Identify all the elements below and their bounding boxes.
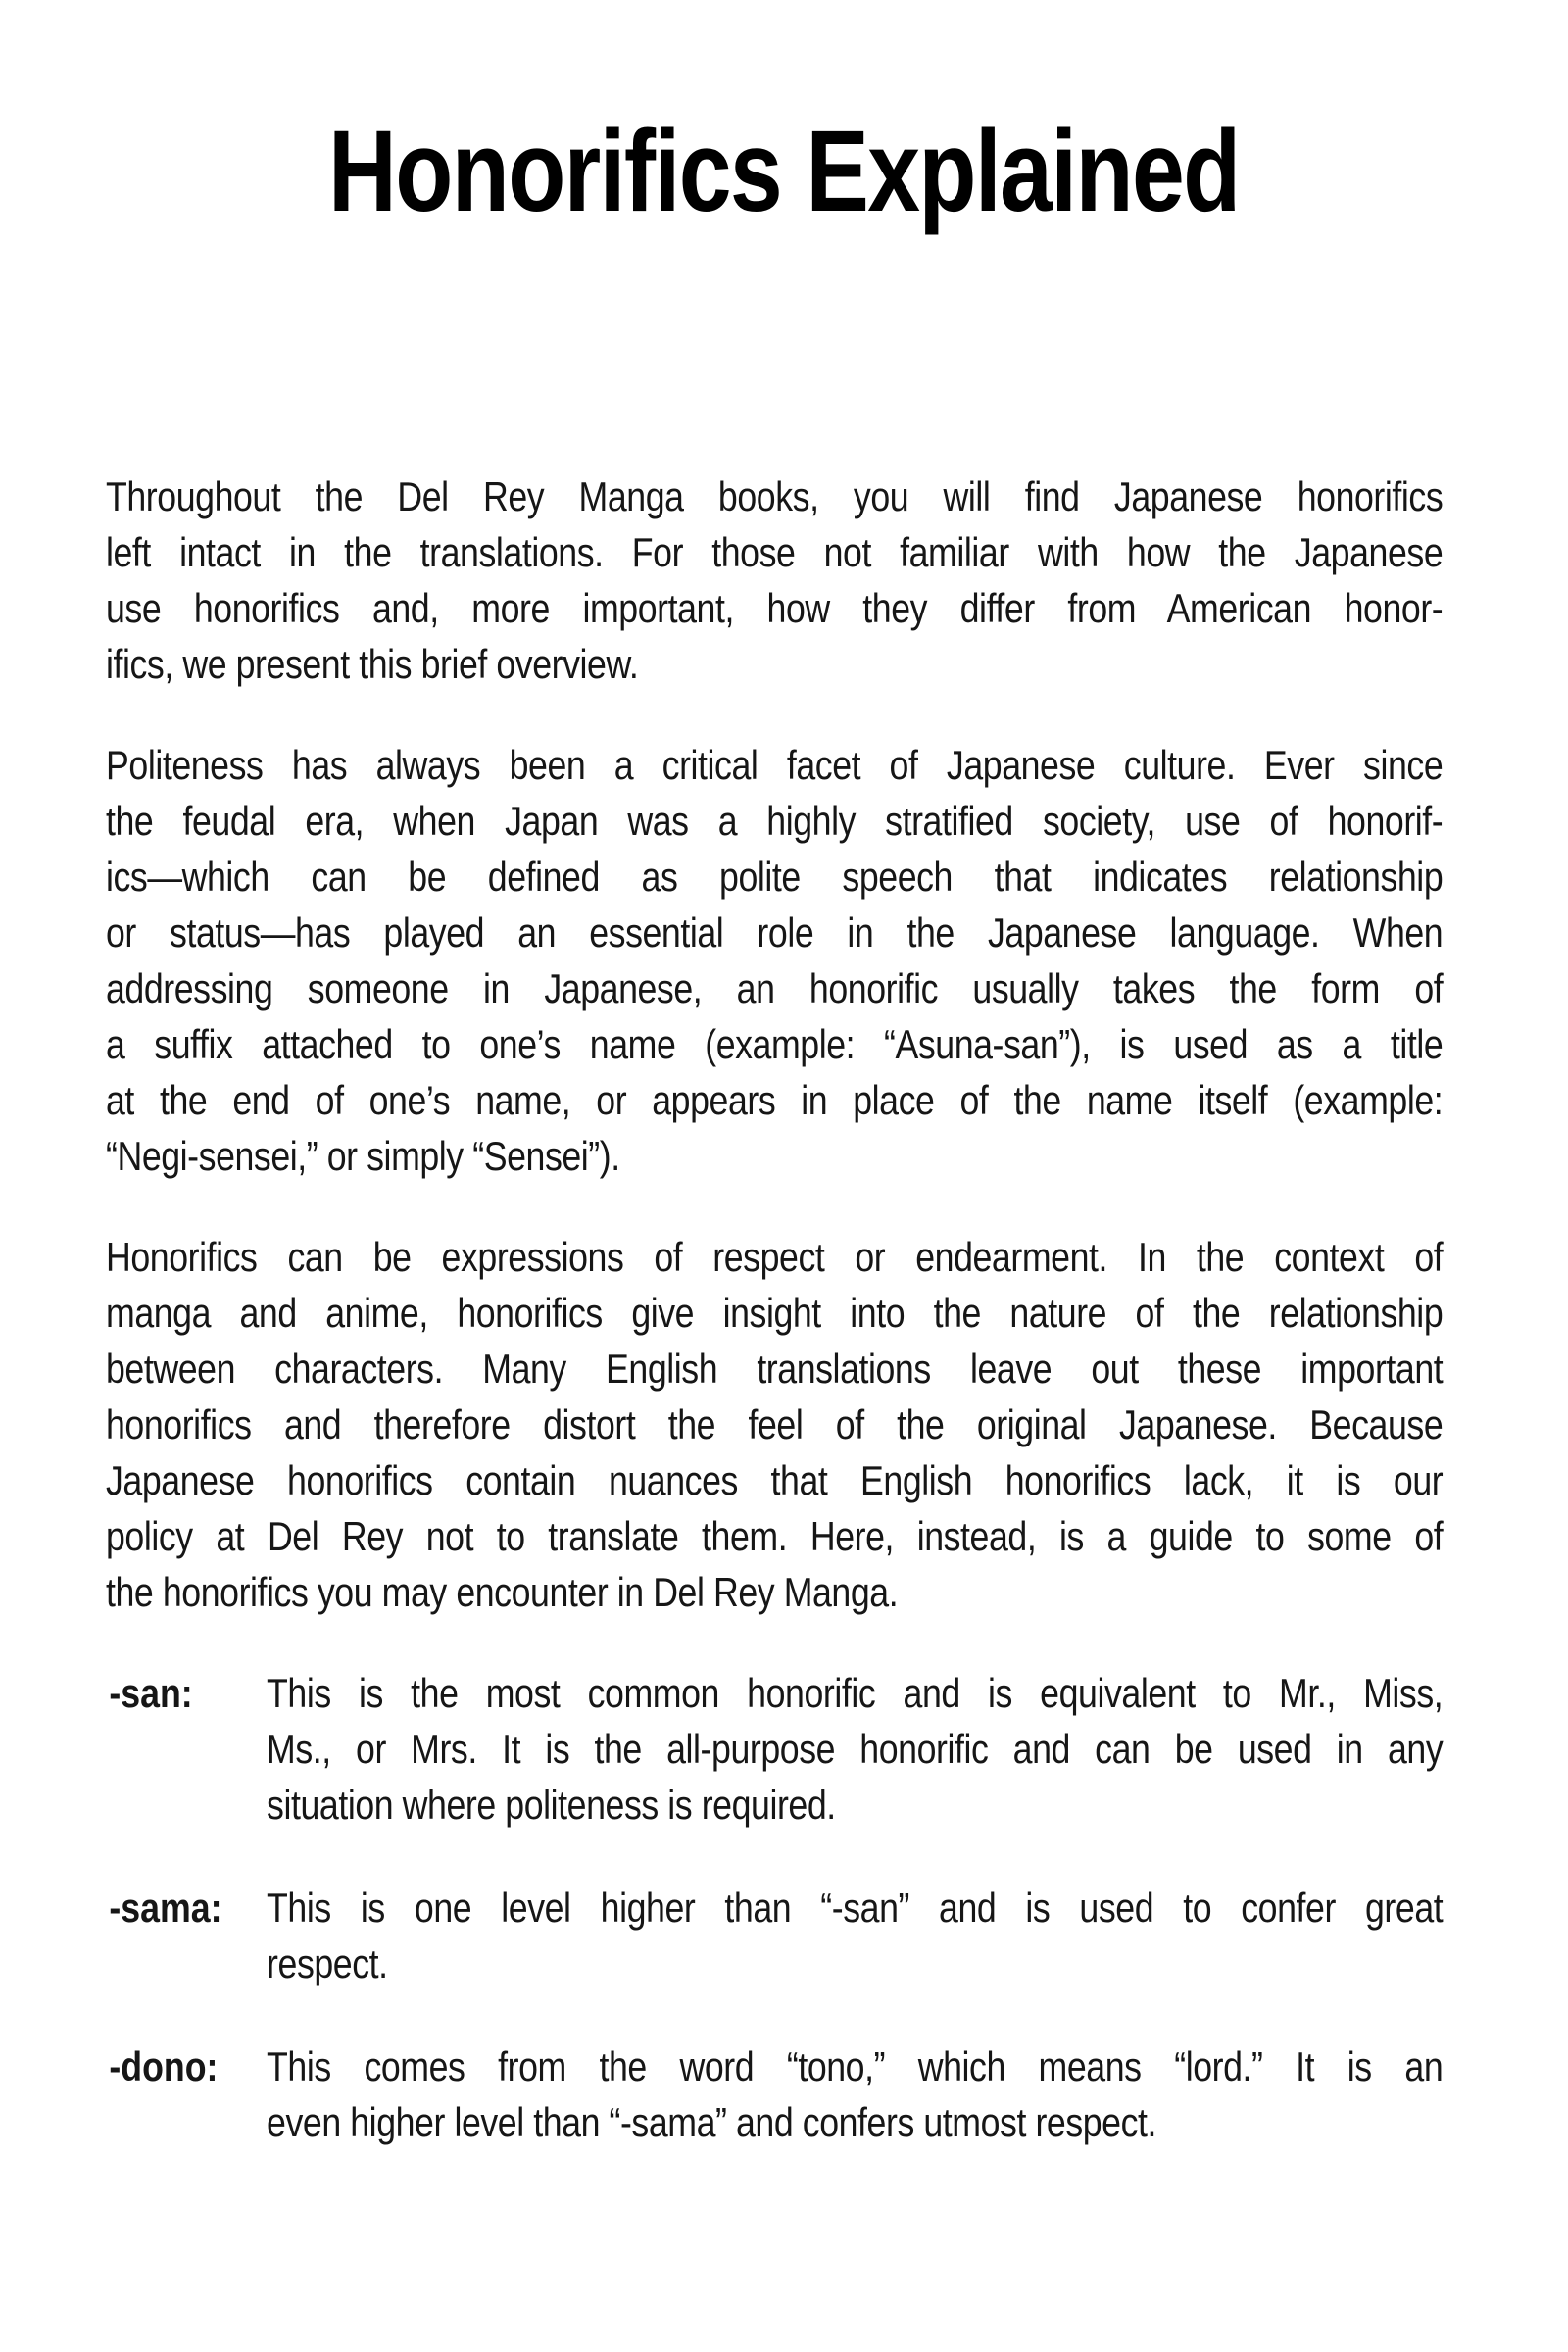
text-line: ifics, we present this brief overview. <box>106 641 639 687</box>
text-line: Honorifics can be expressions of respect or endearment. In the context of <box>106 1234 1444 1280</box>
definition-body <box>267 2038 1443 2150</box>
text-line: respect. <box>267 1940 388 1986</box>
definition-item-sama <box>106 1880 1443 1991</box>
text-line: addressing someone in Japanese, an honorific usually takes the form of <box>106 965 1444 1011</box>
text-line: at the end of one’s name, or appears in place of the name itself (example: <box>106 1077 1444 1123</box>
text-line: “Negi-sensei,” or simply “Sensei”). <box>106 1133 620 1179</box>
page-title <box>0 109 1568 236</box>
definition-body <box>267 1665 1443 1833</box>
text-line: This is one level higher than “-san” and is used to confer great <box>267 1885 1444 1931</box>
definition-term-dono: -dono: <box>109 2043 219 2089</box>
text-line: manga and anime, honorifics give insight into the nature of the relationship <box>106 1290 1444 1336</box>
text-line: situation where politeness is required. <box>267 1782 836 1828</box>
text-line: Japanese honorifics contain nuances that English honorifics lack, it is our <box>106 1457 1444 1503</box>
definition-term-san: -san: <box>109 1670 193 1716</box>
text-line: This comes from the word “tono,” which means “lord.” It is an <box>267 2043 1444 2089</box>
text-line: ics—which can be defined as polite speech that indicates relationship <box>106 854 1444 900</box>
definition-term-sama: -sama: <box>109 1885 222 1931</box>
page-body <box>106 468 1443 2150</box>
definition-item-san <box>106 1665 1443 1833</box>
text-line: Ms., or Mrs. It is the all-purpose honorific and can be used in any <box>267 1726 1444 1772</box>
text-line: This is the most common honorific and is equivalent to Mr., Miss, <box>267 1670 1444 1716</box>
text-line: policy at Del Rey not to translate them. Here, instead, is a guide to some of <box>106 1513 1444 1559</box>
paragraph-politeness <box>106 737 1443 1184</box>
text-line: use honorifics and, more important, how they differ from American honor- <box>106 585 1444 631</box>
text-line: Throughout the Del Rey Manga books, you will find Japanese honorifics <box>106 473 1444 519</box>
text-line: even higher level than “-sama” and confers utmost respect. <box>267 2099 1157 2145</box>
text-line: the honorifics you may encounter in Del Rey Manga. <box>106 1569 899 1615</box>
text-line: the feudal era, when Japan was a highly stratified society, use of honorif- <box>106 798 1444 844</box>
text-line: a suffix attached to one’s name (example: “Asuna-san”), is used as a title <box>106 1021 1444 1067</box>
paragraph-intro <box>106 468 1443 692</box>
text-line: between characters. Many English translations leave out these important <box>106 1346 1444 1392</box>
definition-body <box>267 1880 1443 1991</box>
page-title-text: Honorifics Explained <box>328 107 1240 236</box>
text-line: or status—has played an essential role in the Japanese language. When <box>106 909 1444 956</box>
text-line: left intact in the translations. For those not familiar with how the Japanese <box>106 529 1444 575</box>
paragraph-expressions <box>106 1229 1443 1620</box>
definition-item-dono <box>106 2038 1443 2150</box>
text-line: honorifics and therefore distort the feel of the original Japanese. Because <box>106 1401 1444 1447</box>
text-line: Politeness has always been a critical facet of Japanese culture. Ever since <box>106 742 1444 788</box>
